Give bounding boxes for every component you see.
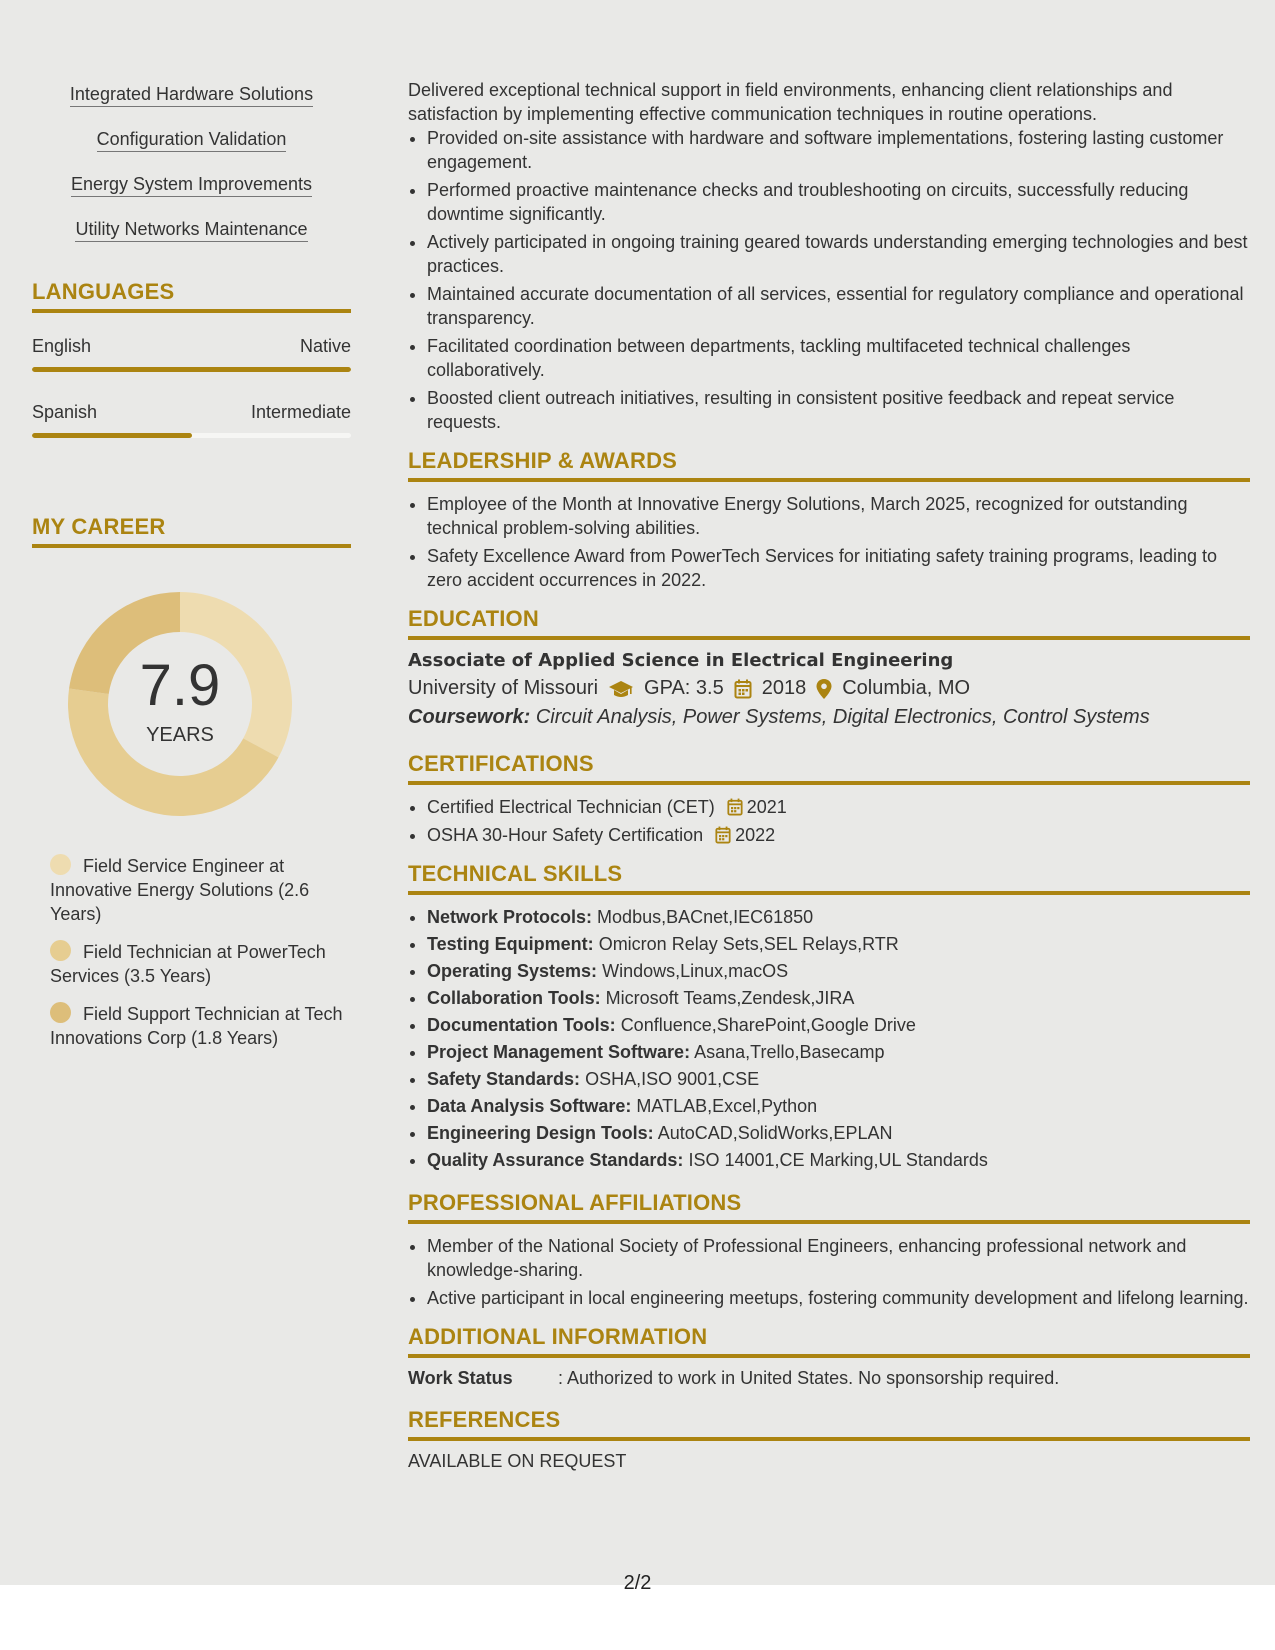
- list-item: [427, 795, 1250, 819]
- list-item: • Actively participated in ongoing training geared towards understanding emerging technologies and best practices.: [427, 230, 1250, 278]
- language-level: Intermediate: [250, 402, 351, 422]
- list-item: [427, 823, 1250, 847]
- skill-link[interactable]: Utility Networks Maintenance: [32, 217, 351, 241]
- list-item: • Active participant in local engineering meetups, fostering community development and lifelong learning.: [427, 1286, 1250, 1310]
- experience-bullets: [408, 126, 1250, 434]
- language-bar-fill: [32, 433, 192, 438]
- list-item: • Project Management Software: Asana,Trello,Basecamp: [427, 1040, 1250, 1064]
- language-level: Native: [299, 336, 351, 356]
- languages-section: [32, 279, 351, 438]
- additional-info-title: ADDITIONAL INFORMATION: [408, 1324, 1250, 1358]
- language-bar: [32, 367, 351, 372]
- coursework-label: Coursework:: [408, 706, 531, 728]
- language-item: [32, 402, 351, 438]
- cert-name: • OSHA 30-Hour Safety Certification: [427, 825, 704, 845]
- degree-name: Associate of Applied Science in Electrical Engineering: [408, 650, 954, 671]
- skill-link[interactable]: Configuration Validation: [32, 127, 351, 151]
- career-donut: [60, 584, 300, 824]
- cert-name: • Certified Electrical Technician (CET): [427, 797, 715, 817]
- coursework-list: Circuit Analysis, Power Systems, Digital Electronics, Control Systems: [535, 706, 1150, 728]
- career-unit: YEARS: [146, 724, 214, 746]
- page-number: 2/2: [623, 1572, 652, 1594]
- school-name: University of Missouri: [408, 677, 599, 699]
- graduation-cap-icon: [608, 679, 634, 699]
- skill-links: [32, 82, 351, 241]
- career-legend-item: Field Service Engineer at Innovative Energy Solutions (2.6 Years): [50, 856, 310, 924]
- career-title: MY CAREER: [32, 514, 351, 548]
- list-item: • Operating Systems: Windows,Linux,macOS: [427, 959, 1250, 983]
- right-column: [408, 78, 1250, 1472]
- list-item: • Collaboration Tools: Microsoft Teams,Zendesk,JIRA: [427, 986, 1250, 1010]
- work-status-row: [408, 1368, 1250, 1389]
- left-column: [32, 82, 351, 1064]
- career-legend-item: Field Technician at PowerTech Services (3.5 Years): [50, 942, 326, 986]
- list-item: • Safety Standards: OSHA,ISO 9001,CSE: [427, 1067, 1250, 1091]
- career-section: [32, 514, 351, 1050]
- map-pin-icon: [816, 679, 832, 699]
- technical-skills-list: [408, 905, 1250, 1172]
- technical-skills-title: TECHNICAL SKILLS: [408, 861, 1250, 895]
- coursework: [408, 706, 1250, 729]
- legend-dot: [50, 854, 71, 875]
- list-item: • Facilitated coordination between departments, tackling multifaceted technical challenges collaboratively.: [427, 334, 1250, 382]
- language-name: Spanish: [32, 402, 98, 422]
- language-item: [32, 336, 351, 372]
- legend-dot: [50, 1002, 71, 1023]
- calendar-icon: [734, 679, 752, 699]
- skill-link[interactable]: Energy System Improvements: [32, 172, 351, 196]
- list-item: • Engineering Design Tools: AutoCAD,SolidWorks,EPLAN: [427, 1121, 1250, 1145]
- language-name: English: [32, 336, 92, 356]
- calendar-icon: [727, 798, 743, 816]
- legend-dot: [50, 940, 71, 961]
- certifications-list: [408, 795, 1250, 847]
- career-legend-item: Field Support Technician at Tech Innovations Corp (1.8 Years): [50, 1004, 343, 1048]
- education-title: EDUCATION: [408, 606, 1250, 640]
- list-item: • Documentation Tools: Confluence,SharePoint,Google Drive: [427, 1013, 1250, 1037]
- gpa: GPA: 3.5: [644, 677, 724, 699]
- work-status-label: Work Status: [408, 1368, 513, 1388]
- career-legend: [32, 854, 351, 1050]
- list-item: • Data Analysis Software: MATLAB,Excel,Python: [427, 1094, 1250, 1118]
- cert-year: 2021: [746, 797, 787, 817]
- list-item: • Boosted client outreach initiatives, resulting in consistent positive feedback and repeat service requests.: [427, 386, 1250, 434]
- work-status-value: : Authorized to work in United States. No sponsorship required.: [558, 1368, 1060, 1388]
- list-item: • Member of the National Society of Professional Engineers, enhancing professional network and knowledge-sharing.: [427, 1234, 1250, 1282]
- languages-title: LANGUAGES: [32, 279, 351, 313]
- cert-year: 2022: [735, 825, 776, 845]
- certifications-title: CERTIFICATIONS: [408, 751, 1250, 785]
- calendar-icon: [715, 826, 731, 844]
- language-bar-fill: [32, 367, 351, 372]
- leadership-list: [408, 492, 1250, 592]
- skill-link[interactable]: Integrated Hardware Solutions: [32, 82, 351, 106]
- graduation-year: 2018: [761, 677, 807, 699]
- list-item: • Safety Excellence Award from PowerTech Services for initiating safety training programs, leading to zero accident occurrences in 2022.: [427, 544, 1250, 592]
- school-location: Columbia, MO: [842, 677, 971, 699]
- list-item: • Provided on-site assistance with hardware and software implementations, fostering lasting customer engagement.: [427, 126, 1250, 174]
- career-total: 7.9: [139, 653, 221, 718]
- list-item: • Employee of the Month at Innovative Energy Solutions, March 2025, recognized for outstanding technical problem-solving abilities.: [427, 492, 1250, 540]
- references-title: REFERENCES: [408, 1407, 1250, 1441]
- education-entry: [408, 650, 1250, 729]
- list-item: • Maintained accurate documentation of all services, essential for regulatory compliance and operational transparency.: [427, 282, 1250, 330]
- references-text: AVAILABLE ON REQUEST: [408, 1451, 627, 1471]
- leadership-title: LEADERSHIP & AWARDS: [408, 448, 1250, 482]
- list-item: • Testing Equipment: Omicron Relay Sets,SEL Relays,RTR: [427, 932, 1250, 956]
- experience-intro: Delivered exceptional technical support in field environments, enhancing client relationships and satisfaction by implementing effective communication techniques in routine operations.: [408, 80, 1173, 124]
- list-item: • Quality Assurance Standards: ISO 14001,CE Marking,UL Standards: [427, 1148, 1250, 1172]
- list-item: • Performed proactive maintenance checks and troubleshooting on circuits, successfully reducing downtime significantly.: [427, 178, 1250, 226]
- affiliations-title: PROFESSIONAL AFFILIATIONS: [408, 1190, 1250, 1224]
- list-item: • Network Protocols: Modbus,BACnet,IEC61850: [427, 905, 1250, 929]
- affiliations-list: [408, 1234, 1250, 1310]
- language-bar: [32, 433, 351, 438]
